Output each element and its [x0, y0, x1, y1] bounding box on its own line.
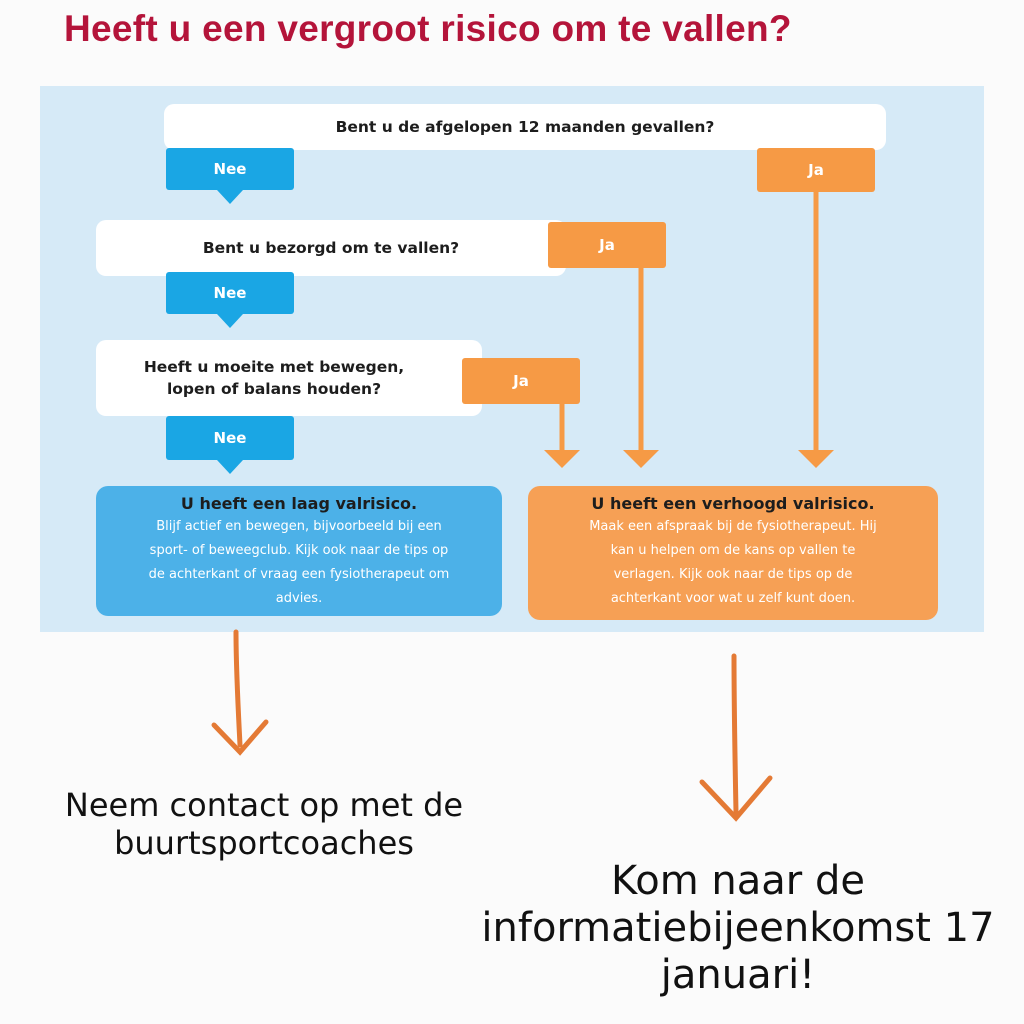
low-risk-text: Blijf actief en bewegen, bijvoorbeeld bij een sport- of beweegclub. Kijk ook naar de tips op de achterkant of vraag een fysiotherapeut om advies.	[148, 519, 450, 606]
note-left: Neem contact op met de buurtsportcoaches	[64, 786, 464, 863]
question-2-text: Bent u bezorgd om te vallen?	[202, 238, 460, 257]
nee-tag-2	[166, 272, 294, 314]
high-risk-text: Maak een afspraak bij de fysiotherapeut. Hij kan u helpen om de kans op vallen te verlagen. Kijk ook naar de tips op de achterkant voor wat u zelf kunt doen.	[589, 519, 877, 606]
nee-label-2: Nee	[213, 284, 247, 302]
page-title: Heeft u een vergroot risico om te vallen?	[64, 8, 792, 49]
note-right: Kom naar de informatiebijeenkomst 17 januari!	[481, 858, 995, 999]
hand-arrow-right	[734, 656, 736, 812]
ja-tag-1	[757, 148, 875, 192]
nee-label-1: Nee	[213, 160, 247, 178]
high-risk-heading: U heeft een verhoogd valrisico.	[591, 494, 875, 513]
nee-tag-1	[166, 148, 294, 190]
ja-tag-2	[548, 222, 666, 268]
nee-label-3: Nee	[213, 429, 247, 447]
low-risk-heading: U heeft een laag valrisico.	[180, 494, 418, 513]
hand-arrow-left	[236, 632, 240, 745]
low-risk-box	[96, 486, 502, 616]
ja-tag-3	[462, 358, 580, 404]
ja-label-3: Ja	[513, 372, 529, 390]
ja-label-1: Ja	[808, 161, 824, 179]
question-1-box	[164, 104, 886, 150]
nee-tag-3	[166, 416, 294, 460]
question-1-text: Bent u de afgelopen 12 maanden gevallen?	[335, 117, 715, 136]
question-3-box	[96, 340, 482, 416]
ja-label-2: Ja	[599, 236, 615, 254]
ja-arrowhead-1	[798, 450, 834, 468]
ja-arrowhead-2	[623, 450, 659, 468]
question-2-box	[96, 220, 566, 276]
high-risk-box	[528, 486, 938, 620]
ja-arrowhead-3	[544, 450, 580, 468]
question-3-text: Heeft u moeite met bewegen, lopen of balans houden?	[143, 357, 405, 398]
